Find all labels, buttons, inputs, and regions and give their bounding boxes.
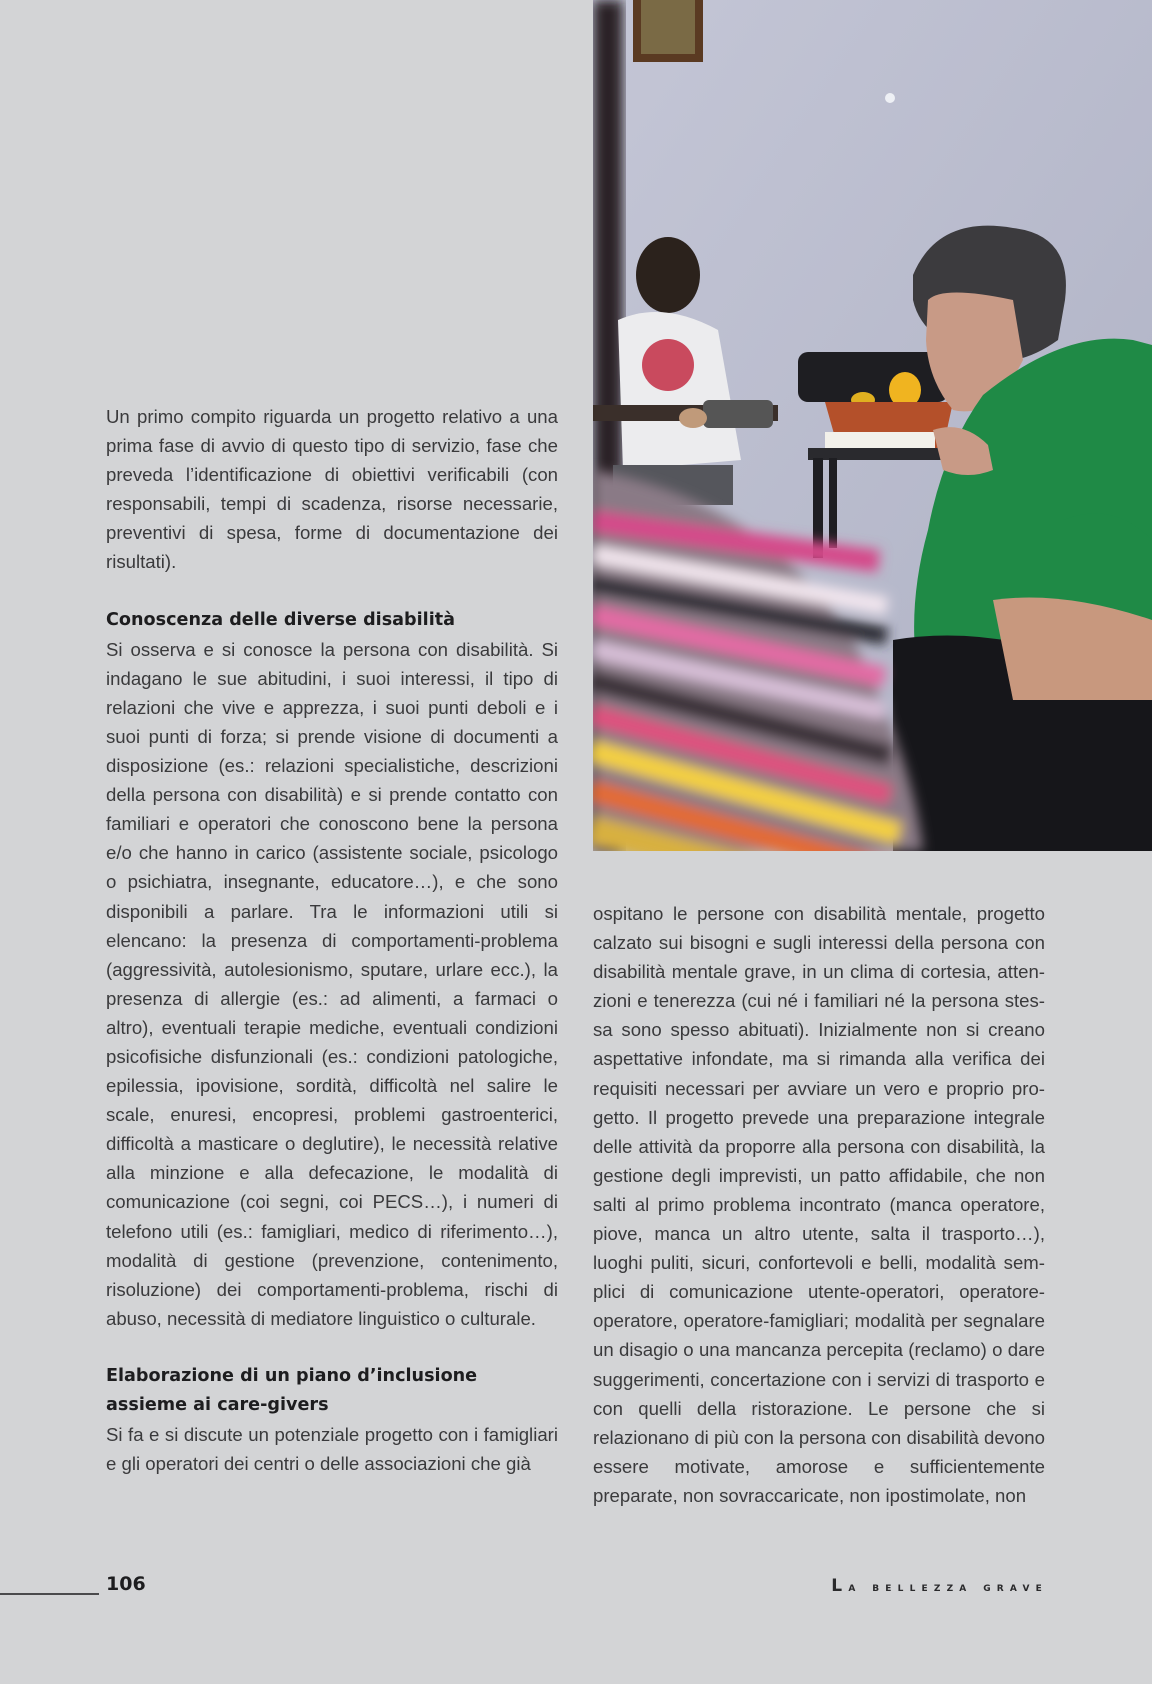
right-column (593, 899, 1045, 1510)
section-heading-disabilities: Conoscenza delle diverse disabilità (106, 609, 456, 630)
section-body-disabilities: Si osserva e si conosce la persona con disabilità. Si indagano le sue abitudini, i suoi interessi, il tipo di relazioni che vive e apprezza, i suoi punti deboli e i suoi punti di forza; si prende visione di documenti a disposizione (es.: relazioni specialistiche, descrizioni della persona con disabilità) e si prende contatto con familiari e operatori che conoscono bene la persona e/o che hanno in carico (assistente sociale, psicologo o psichiatra, insegnante, educatore…), e che sono disponibili a parlare. Tra le informazioni utili si elencano: la presenza di comportamenti-problema (aggressività, autolesionismo, sputare, urlare ecc.), la presenza di allergie (es.: ad alimenti, a farmaci o altro), eventuali terapie mediche, eventuali condizioni psicofisiche disfunzionali (es.: condizioni patologiche, epilessia, ipovisione, sordità, difficoltà nel salire le scale, enuresi, encopresi, problemi gastroenterici, difficoltà a masticare o deglutire), le necessità relative alla minzione e alla defecazione, le modalità di comunicazione (coi segni, coi PECS…), i numeri di telefono utili (es.: famigliari, medico di riferimento…), modalità di gestione (prevenzione, contenimento, risoluzione) dei comportamenti-problema, rischi di abuso, necessità di mediatore linguistico o culturale. (106, 638, 558, 1329)
photo (593, 0, 1152, 851)
section-body-inclusion-continued: ospitano le persone con disabilità mentale, progetto calzato sui bisogni e sugli interessi della persona con disabilità mentale grave, in un clima di cortesia, attenzioni e tenerezza (cui né i familiari né la persona stessa sono spesso abituati). Inizialmente non si creano aspettative infondate, ma si rimanda alla verifica dei requisiti necessari per avviare un vero e proprio progetto. Il progetto prevede una preparazione integrale delle attività da proporre alla persona con disabilità, la gestione degli imprevisti, un patto affidabile, che non salti al primo problema incontrato (manca operatore, piove, manca un altro utente, salta il trasporto…), luoghi puliti, sicuri, confortevoli e belli, modalità semplici di comunicazione utente-operatori, operatore-operatore, operatore-famigliari; modalità per segnalare un disagio o una mancanza percepita (reclamo) o dare suggerimenti, concertazione con i servizi di trasporto e con quelli della ristorazione. Le persone che si relazionano di più con la persona con disabilità devono essere motivate, amorose e sufficientemente preparate, non sovraccaricate, non ipostimolate, non (593, 903, 1045, 1506)
page-number: 106 (106, 1573, 146, 1595)
section-heading-inclusion-line2: assieme ai care-givers (106, 1395, 329, 1415)
footer-rule (0, 1593, 99, 1595)
section-body-inclusion-start: Si fa e si discute un potenziale progetto con i famigliari e gli operatori dei centri o delle associazioni che già (106, 1424, 558, 1475)
intro-paragraph: Un primo compito riguarda un progetto relativo a una prima fase di avvio di questo tipo di servizio, fase che preveda l’identificazione di obiettivi verificabili (con responsabili, tempi di scadenza, risorse necessarie, preventivi di spesa, forme di documentazione dei risultati). (106, 406, 558, 573)
left-column (106, 402, 558, 1478)
running-title: la bellezza grave (831, 1576, 1048, 1596)
photo-scene-icon (593, 0, 1152, 851)
section-heading-inclusion-plan (106, 1362, 558, 1420)
section-heading-inclusion-line1: Elaborazione di un piano d’inclusione (106, 1365, 478, 1386)
